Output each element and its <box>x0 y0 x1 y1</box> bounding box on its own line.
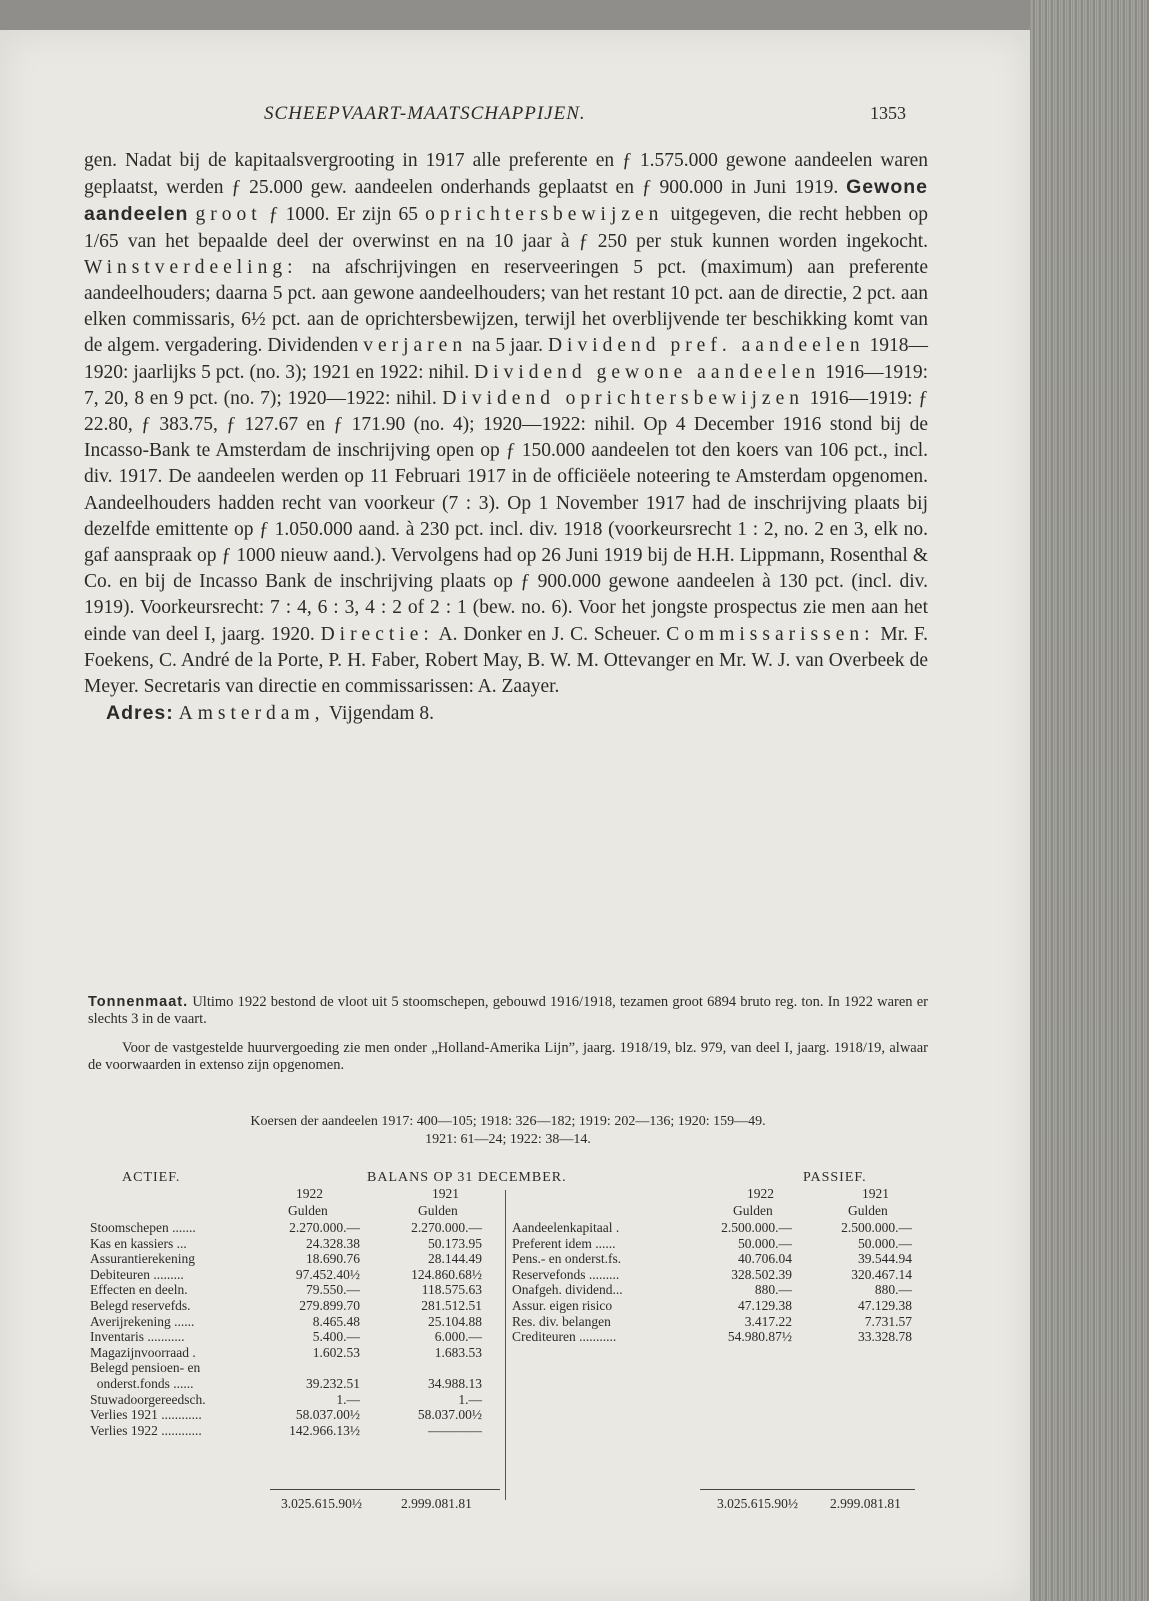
actief-row-value-1921: 1.— <box>458 1391 482 1407</box>
passief-year-1922: 1922 <box>747 1186 774 1201</box>
actief-year-1921: 1921 <box>432 1186 459 1201</box>
actief-row-label: Belegd reservefds. <box>90 1298 191 1313</box>
actief-row-value-1921: 281.512.51 <box>421 1298 482 1313</box>
passief-row-value-1921: 39.544.94 <box>858 1251 912 1267</box>
actief-row-value-1922: 142.966.13½ <box>289 1422 360 1438</box>
passief-row-label: Onafgeh. dividend... <box>512 1282 623 1298</box>
address-label: Adres: <box>106 702 174 725</box>
actief-row-value-1922: 279.899.70 <box>299 1298 360 1313</box>
passief-row-value-1922: 2.500.000.— <box>721 1220 792 1235</box>
actief-row-label: Debiteuren ......... <box>90 1266 184 1282</box>
actief-row-label: Verlies 1921 ............ <box>90 1407 202 1423</box>
passief-row-value-1922: 880.— <box>754 1282 792 1298</box>
actief-row-value-1922: 1.— <box>336 1391 360 1407</box>
passief-row-value-1921: 7.731.57 <box>864 1313 912 1329</box>
actief-row-value-1922: 2.270.000.— <box>289 1220 360 1235</box>
actief-row-value-1921: 2.270.000.— <box>411 1220 482 1235</box>
passief-unit-1921: Gulden <box>848 1203 888 1218</box>
actief-row-label: Belegd pensioen- en <box>90 1360 201 1376</box>
balance-passief-label: PASSIEF. <box>803 1170 867 1185</box>
actief-row-label: Inventaris ........... <box>90 1329 185 1345</box>
passief-row-value-1921: 47.129.38 <box>858 1298 912 1313</box>
actief-row-value-1922: 79.550.— <box>306 1282 360 1298</box>
actief-row-value-1921: 58.037.00½ <box>417 1407 482 1423</box>
actief-row-label: Stuwadoorgereedsch. <box>90 1391 206 1407</box>
actief-row-value-1922: 18.690.76 <box>306 1251 360 1267</box>
passief-year-1921: 1921 <box>862 1186 889 1201</box>
main-paragraph: gen. Nadat bij de kapitaalsvergrooting in 1917 alle preferente en ƒ 1.575.000 gewone aandeelen waren geplaatst, werden ƒ 25.000 gew. aandeelen onderhands geplaatst en ƒ 900.000 in Juni 1919. Gewone aandeelen groot ƒ 1000. Er zijn 65 oprichtersbewijzen uitgegeven, die recht hebben op 1/65 van het bepaalde deel der overwinst en na 10 jaar à ƒ 250 per stuk kunnen worden ingekocht. Winstverdeeling: na afschrijvingen en reserveeringen 5 pct. (maximum) aan preferente aandeelhouders; daarna 5 pct. aan gewone aandeelhouders; van het restant 10 pct. aan de directie, 2 pct. aan elken commissaris, 6½ pct. aan de oprichtersbewijzen, terwijl het overblijvende ter beschikking komt van de algem. vergadering. Dividenden verjaren na 5 jaar. Dividend pref. aandeelen 1918—1920: jaarlijks 5 pct. (no. 3); 1921 en 1922: nihil. Dividend gewone aandeelen 1916—1919: 7, 20, 8 en 9 pct. (no. 7); 1920—1922: nihil. Dividend oprichtersbewijzen 1916—1919: ƒ 22.80, ƒ 383.75, ƒ 127.67 en ƒ 171.90 (no. 4); 1920—1922: nihil. Op 4 December 1916 stond bij de Incasso-Bank te Amsterdam de inschrijving open op ƒ 150.000 aandeelen tot den koers van 106 pct., incl. div. 1917. De aandeelen werden op 11 Februari 1917 in de officiëele noteering te Amsterdam opgenomen. Aandeelhouders hadden recht van voorkeur (7 : 3). Op 1 November 1917 had de inschrijving plaats bij dezelfde emittente op ƒ 1.050.000 aand. à 230 pct. incl. div. 1918 (voorkeursrecht 1 : 2, no. 2 en 3, elk no. gaf aanspraak op ƒ 1000 nieuw aand.). Vervolgens had op 26 Juni 1919 bij de H.H. Lippmann, Rosenthal & Co. en bij de Incasso Bank de inschrijving plaats op ƒ 900.000 gewone aandeelen à 130 pct. (incl. div. 1919). Voorkeursrecht: 7 : 4, 6 : 3, 4 : 2 of 2 : 1 (bew. no. 6). Voor het jongste prospectus zie men aan het einde van deel I, jaarg. 1920. Directie: A. Donker en J. C. Scheuer. Commissarissen: Mr. F. Foekens, C. André de la Porte, P. H. Faber, Robert May, B. W. M. Ottevanger en Mr. W. J. van Overbeek de Meyer. Secretaris van directie en commissarissen: A. Zaayer. <box>84 150 928 698</box>
actief-row-value-1922: 8.465.48 <box>312 1313 360 1329</box>
passief-row-label: Preferent idem ...... <box>512 1235 616 1251</box>
actief-row-value-1921: 50.173.95 <box>428 1235 482 1251</box>
actief-row-label: Kas en kassiers ... <box>90 1235 187 1251</box>
passief-row-value-1921: 50.000.— <box>858 1235 912 1251</box>
actief-row-value-1922: 58.037.00½ <box>295 1407 360 1423</box>
page-number: 1353 <box>870 103 906 123</box>
passief-row-value-1922: 328.502.39 <box>731 1266 792 1282</box>
actief-row-value-1921: 25.104.88 <box>428 1313 482 1329</box>
actief-row-label: Magazijnvoorraad . <box>90 1344 196 1360</box>
passief-row-label: Assur. eigen risico <box>512 1298 613 1313</box>
huurvergoeding-note: Voor de vastgestelde huurvergoeding zie men onder „Holland-Amerika Lijn”, jaarg. 1918/19, blz. 979, van deel I, jaarg. 1918/19, alwaar de voorwaarden in extenso zijn opgenomen. <box>88 1040 928 1073</box>
actief-row-label: onderst.fonds ...... <box>90 1376 194 1391</box>
passief-row-label: Res. div. belangen <box>512 1313 611 1329</box>
tonnenmaat-note: Tonnenmaat. Ultimo 1922 bestond de vloot uit 5 stoomschepen, gebouwd 1916/1918, tezamen groot 6894 bruto reg. ton. In 1922 waren er slechts 3 in de vaart. <box>88 994 928 1027</box>
actief-row-value-1921: 118.575.63 <box>421 1282 482 1298</box>
actief-row-value-1922: 24.328.38 <box>306 1235 360 1251</box>
passief-row-label: Crediteuren ........... <box>512 1329 617 1345</box>
passief-row-value-1921: 33.328.78 <box>858 1329 912 1345</box>
passief-row-label: Pens.- en onderst.fs. <box>512 1251 622 1267</box>
passief-total-rule <box>700 1489 915 1490</box>
actief-row-value-1922: 39.232.51 <box>306 1376 360 1391</box>
passief-row-value-1922: 50.000.— <box>738 1235 792 1251</box>
page-header <box>0 103 1030 127</box>
page-top-strip <box>0 0 1030 34</box>
actief-unit-1921: Gulden <box>418 1203 458 1218</box>
passief-total-1921: 2.999.081.81 <box>830 1496 901 1511</box>
passief-unit-1922: Gulden <box>733 1203 773 1218</box>
actief-row-value-1921: 124.860.68½ <box>411 1266 482 1282</box>
balance-divider <box>505 1190 506 1500</box>
passief-row-label: Aandeelenkapitaal . <box>512 1220 620 1235</box>
passief-row-value-1922: 3.417.22 <box>744 1313 792 1329</box>
actief-year-1922: 1922 <box>296 1186 323 1201</box>
passief-row-value-1921: 880.— <box>874 1282 912 1298</box>
actief-row-value-1921: 34.988.13 <box>428 1376 482 1391</box>
book-page-edges <box>1030 0 1149 1601</box>
actief-row-value-1922: 97.452.40½ <box>295 1266 360 1282</box>
actief-row-label: Effecten en deeln. <box>90 1282 188 1298</box>
actief-row-value-1921: 28.144.49 <box>428 1251 482 1267</box>
actief-row-value-1922: 5.400.— <box>312 1329 360 1345</box>
passief-row-label: Reservefonds ......... <box>512 1266 620 1282</box>
actief-row-value-1921: ———— <box>428 1422 482 1438</box>
actief-row-value-1922: 1.602.53 <box>312 1344 360 1360</box>
company-description <box>84 148 928 727</box>
actief-unit-1922: Gulden <box>288 1203 328 1218</box>
actief-row-label: Verlies 1922 ............ <box>90 1422 202 1438</box>
actief-row-value-1921: 1.683.53 <box>434 1344 482 1360</box>
actief-total-rule <box>270 1489 500 1490</box>
actief-total-1921: 2.999.081.81 <box>401 1496 472 1511</box>
heading-gewone-aandeelen: Gewone aandeelen <box>84 176 928 226</box>
passief-row-value-1921: 320.467.14 <box>851 1266 912 1282</box>
actief-row-label: Stoomschepen ....... <box>90 1220 196 1235</box>
passief-row-value-1921: 2.500.000.— <box>841 1220 912 1235</box>
passief-row-value-1922: 47.129.38 <box>738 1298 792 1313</box>
passief-row-value-1922: 54.980.87½ <box>727 1329 792 1345</box>
balance-actief-label: ACTIEF. <box>122 1170 181 1185</box>
address-line: Adres: Amsterdam, Vijgendam 8. <box>106 702 435 725</box>
tonnenmaat-label: Tonnenmaat. <box>88 994 189 1010</box>
balance-title: BALANS OP 31 DECEMBER. <box>367 1170 567 1185</box>
passief-total-1922: 3.025.615.90½ <box>717 1496 798 1511</box>
share-prices: Koersen der aandeelen 1917: 400—105; 1918: 326—182; 1919: 202—136; 1920: 159—49. 1921: 61—24; 1922: 38—14. <box>250 1114 766 1147</box>
actief-row-value-1921: 6.000.— <box>434 1329 482 1345</box>
actief-row-label: Averijrekening ...... <box>90 1313 195 1329</box>
actief-row-label: Assurantierekening <box>90 1251 195 1267</box>
running-title: SCHEEPVAART-MAATSCHAPPIJEN. <box>264 103 586 124</box>
actief-total-1922: 3.025.615.90½ <box>281 1496 362 1511</box>
passief-row-value-1922: 40.706.04 <box>738 1251 792 1267</box>
